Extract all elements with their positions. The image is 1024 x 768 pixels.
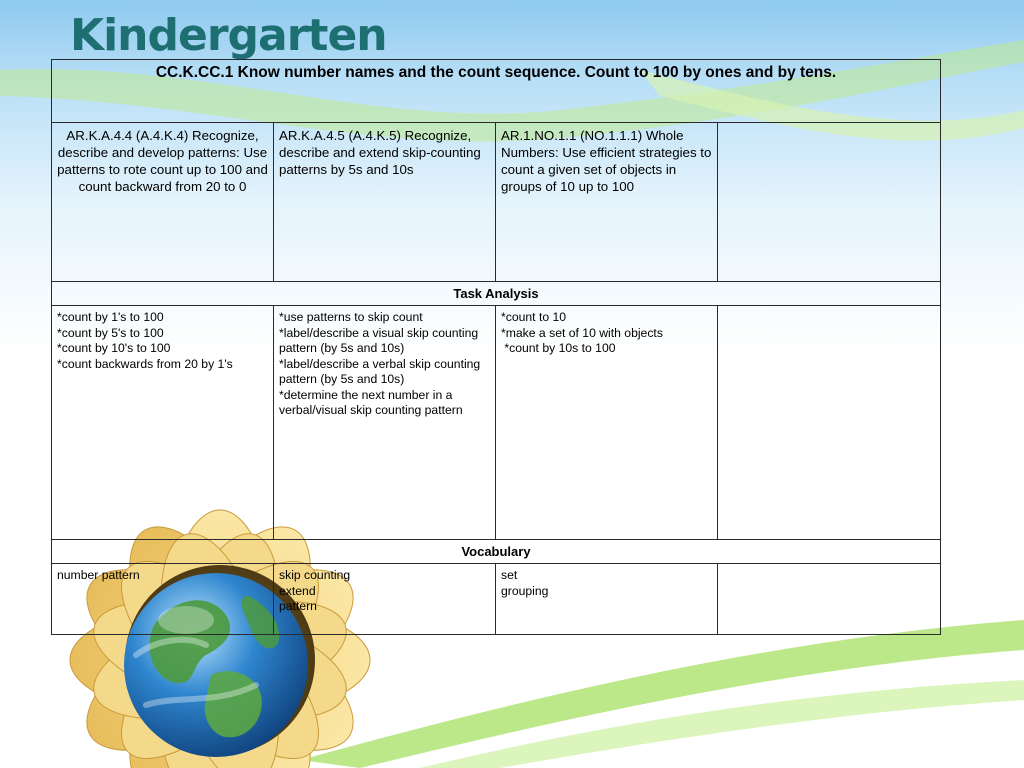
- vocab-cell-3: [496, 564, 718, 635]
- task-item: *make a set of 10 with objects: [501, 325, 663, 340]
- task-cell-4: [718, 306, 941, 540]
- task-item: *determine the next number in a verbal/visual skip counting pattern: [279, 387, 463, 417]
- standard-cell-2: AR.K.A.4.5 (A.4.K.5) Recognize, describe and extend skip-counting patterns by 5s and 10s: [274, 123, 496, 282]
- vocabulary-heading: Vocabulary: [52, 540, 941, 564]
- task-analysis-heading: Task Analysis: [52, 282, 941, 306]
- vocab-term: number pattern: [57, 568, 140, 582]
- task-item: *count by 1's to 100: [57, 310, 164, 324]
- task-analysis-heading-row: [52, 282, 941, 306]
- task-cell-3: [496, 306, 718, 540]
- standards-row: [52, 123, 941, 282]
- main-standard-cell: CC.K.CC.1 Know number names and the count sequence. Count to 100 by ones and by tens.: [52, 60, 941, 123]
- task-analysis-row: [52, 306, 941, 540]
- vocab-cell-4: [718, 564, 941, 635]
- main-standard-row: [52, 60, 941, 123]
- vocab-term: extend: [279, 583, 316, 598]
- task-item: *count by 10s to 100: [501, 341, 616, 355]
- vocab-cell-2: [274, 564, 496, 635]
- vocab-term: skip counting: [279, 568, 351, 582]
- task-item: *count to 10: [501, 310, 567, 324]
- task-item: *label/describe a verbal skip counting pattern (by 5s and 10s): [279, 356, 484, 386]
- page-title: Kindergarten: [70, 10, 387, 61]
- task-item: *use patterns to skip count: [279, 310, 423, 324]
- standards-table: [51, 59, 941, 635]
- task-item: *count backwards from 20 by 1's: [57, 356, 233, 371]
- vocab-term: grouping: [501, 583, 549, 598]
- standard-cell-3: AR.1.NO.1.1 (NO.1.1.1) Whole Numbers: Use efficient strategies to count a given set of objects in groups of 10 up to 100: [496, 123, 718, 282]
- vocab-term: set: [501, 568, 518, 582]
- task-item: *label/describe a visual skip counting pattern (by 5s and 10s): [279, 325, 482, 355]
- vocab-cell-1: [52, 564, 274, 635]
- vocabulary-row: [52, 564, 941, 635]
- task-item: *count by 10's to 100: [57, 341, 171, 355]
- task-cell-1: [52, 306, 274, 540]
- task-cell-2: [274, 306, 496, 540]
- vocab-term: pattern: [279, 599, 317, 613]
- vocabulary-heading-row: [52, 540, 941, 564]
- standard-cell-4: [718, 123, 941, 282]
- standard-cell-1: AR.K.A.4.4 (A.4.K.4) Recognize, describe and develop patterns: Use patterns to rote count up to 100 and count backward from 20 to 0: [52, 123, 274, 282]
- task-item: *count by 5's to 100: [57, 325, 164, 340]
